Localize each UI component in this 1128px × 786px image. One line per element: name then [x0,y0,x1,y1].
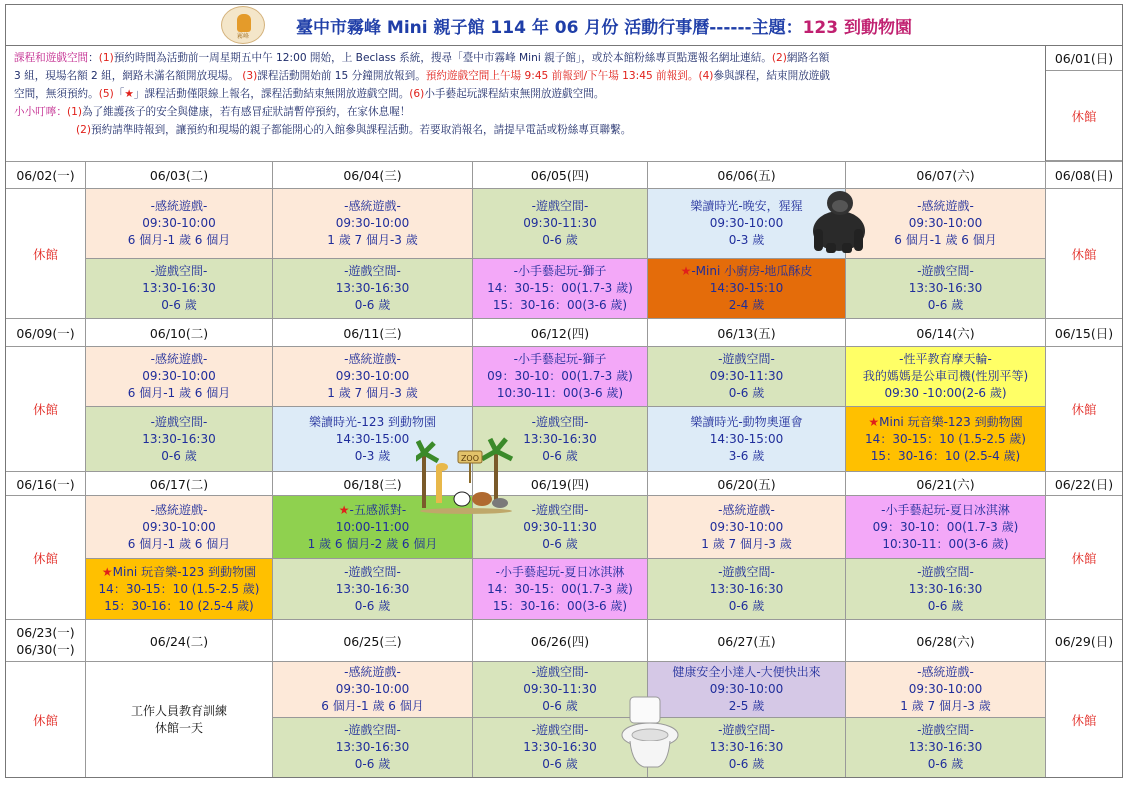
event-0618-pm[interactable]: -遊戲空間- 13:30-16:30 0-6 歲 [273,559,473,620]
event-0603-pm[interactable]: -遊戲空間- 13:30-16:30 0-6 歲 [86,259,273,319]
event-0612-pm[interactable]: -遊戲空間- 13:30-16:30 0-6 歲 [473,407,648,472]
date-0618: 06/18(三) [273,472,473,496]
date-0620: 06/20(五) [648,472,846,496]
event-0627-pm[interactable]: -遊戲空間- 13:30-16:30 0-6 歲 [648,718,846,777]
date-0628: 06/28(六) [846,620,1046,662]
toilet-illustration-icon [618,695,684,771]
event-0628-am[interactable]: -感統遊戲- 09:30-10:00 1 歲 7 個月-3 歲 [846,662,1046,718]
event-0603-am[interactable]: -感統遊戲- 09:30-10:00 6 個月-1 歲 6 個月 [86,189,273,259]
event-0627-am[interactable]: 健康安全小達人-大便快出來 09:30-10:00 2-5 歲 [648,662,846,718]
event-0606-am[interactable]: 樂讀時光-晚安，猩猩 09:30-10:00 0-3 歲 [648,189,846,259]
event-0624-staff-training[interactable]: 工作人員教育訓練 休館一天 [86,662,273,777]
event-0613-am[interactable]: -遊戲空間- 09:30-11:30 0-6 歲 [648,347,846,407]
date-0627: 06/27(五) [648,620,846,662]
date-0602: 06/02(一) [6,162,86,189]
notes-line-1: 課程和遊戲空間：(1)預約時間為活動前一周星期五中午 12:00 開始，上 Beclass 系統，搜尋「臺中市霧峰 Mini 親子館」，或於本館粉絲專頁點選報名網址連結。(2)網路名額 [14,52,830,64]
header [6,5,1122,46]
event-0607-am[interactable]: -感統遊戲- 09:30-10:00 6 個月-1 歲 6 個月 [846,189,1046,259]
closed-0623: 休館 [6,662,86,777]
notes-line-4: 小小叮嚀：(1)為了維護孩子的安全與健康，若有感冒症狀請暫停預約，在家休息喔！ [14,106,411,118]
date-0615: 06/15(日) [1046,319,1122,347]
event-0604-am[interactable]: -感統遊戲- 09:30-10:00 1 歲 7 個月-3 歲 [273,189,473,259]
closed-0601: 休館 [1046,71,1122,161]
date-0604: 06/04(三) [273,162,473,189]
logo-mascot-icon [221,6,265,44]
date-0624: 06/24(二) [86,620,273,662]
event-0628-pm[interactable]: -遊戲空間- 13:30-16:30 0-6 歲 [846,718,1046,777]
event-0612-am[interactable]: -小手藝起玩-獅子 09：30-10：00(1.7-3 歲) 10:30-11：00(3-6 歲) [473,347,648,407]
event-0614-pm[interactable]: ★Mini 玩音樂-123 到動物園 14：30-15：10 (1.5-2.5 歲) 15：30-16：10 (2.5-4 歲) [846,407,1046,472]
date-0614: 06/14(六) [846,319,1046,347]
event-0605-am[interactable]: -遊戲空間- 09:30-11:30 0-6 歲 [473,189,648,259]
date-0629: 06/29(日) [1046,620,1122,662]
notes-line-2: 3 組，現場名額 2 組，網路未滿名額開放現場。 (3)課程活動開始前 15 分鐘開放報到。預約遊戲空間上午場 9:45 前報到/下午場 13:45 前報到。(4)參與課程，結束開放遊戲 [14,70,830,82]
event-0619-pm[interactable]: -小手藝起玩-夏日冰淇淋 14：30-15：00(1.7-3 歲) 15：30-16：00(3-6 歲) [473,559,648,620]
event-0621-am[interactable]: -小手藝起玩-夏日冰淇淋 09：30-10：00(1.7-3 歲) 10:30-11：00(3-6 歲) [846,496,1046,559]
title-theme: 123 到動物園 [802,18,912,38]
event-0610-pm[interactable]: -遊戲空間- 13:30-16:30 0-6 歲 [86,407,273,472]
date-0613: 06/13(五) [648,319,846,347]
title-main: 臺中市霧峰 Mini 親子館 114 年 06 月份 活動行事曆------主題： [296,18,803,38]
closed-0609: 休館 [6,347,86,472]
event-0610-am[interactable]: -感統遊戲- 09:30-10:00 6 個月-1 歲 6 個月 [86,347,273,407]
date-0612: 06/12(四) [473,319,648,347]
event-0611-am[interactable]: -感統遊戲- 09:30-10:00 1 歲 7 個月-3 歲 [273,347,473,407]
date-0622: 06/22(日) [1046,472,1122,496]
event-0604-pm[interactable]: -遊戲空間- 13:30-16:30 0-6 歲 [273,259,473,319]
closed-0615: 休館 [1046,347,1122,472]
event-0625-pm[interactable]: -遊戲空間- 13:30-16:30 0-6 歲 [273,718,473,777]
closed-0616: 休館 [6,496,86,620]
event-0625-am[interactable]: -感統遊戲- 09:30-10:00 6 個月-1 歲 6 個月 [273,662,473,718]
event-0617-am[interactable]: -感統遊戲- 09:30-10:00 6 個月-1 歲 6 個月 [86,496,273,559]
date-0603: 06/03(二) [86,162,273,189]
closed-0629: 休館 [1071,712,1097,728]
date-0609: 06/09(一) [6,319,86,347]
zoo-sign-text: ZOO [460,454,480,463]
date-0611: 06/11(三) [273,319,473,347]
event-0605-pm[interactable]: -小手藝起玩-獅子 14：30-15：00(1.7-3 歲) 15：30-16：00(3-6 歲) [473,259,648,319]
event-0620-am[interactable]: -感統遊戲- 09:30-10:00 1 歲 7 個月-3 歲 [648,496,846,559]
closed-0622: 休館 [1046,496,1122,620]
logo-text: 霧峰 [236,33,249,40]
page-title [296,13,912,38]
event-0626-pm[interactable]: -遊戲空間- 13:30-16:30 0-6 歲 [473,718,648,777]
date-0606: 06/06(五) [648,162,846,189]
date-0619: 06/19(四) [473,472,648,496]
date-0607: 06/07(六) [846,162,1046,189]
date-0616: 06/16(一) [6,472,86,496]
zoo-animals-illustration-icon [416,433,516,515]
event-0617-pm[interactable]: ★Mini 玩音樂-123 到動物園 14：30-15：10 (1.5-2.5 歲) 15：30-16：10 (2.5-4 歲) [86,559,273,620]
event-0614-am[interactable]: -性平教育摩天輪- 我的媽媽是公車司機(性別平等) 09:30 -10:00(2-6 歲) [846,347,1046,407]
event-0619-am[interactable]: -遊戲空間- 09:30-11:30 0-6 歲 [473,496,648,559]
event-0626-am[interactable]: -遊戲空間- 09:30-11:30 0-6 歲 [473,662,648,718]
event-0621-pm[interactable]: -遊戲空間- 13:30-16:30 0-6 歲 [846,559,1046,620]
date-0608: 06/08(日) [1046,162,1122,189]
closed-0602: 休館 [6,189,86,319]
date-0626: 06/26(四) [473,620,648,662]
date-0610: 06/10(二) [86,319,273,347]
date-0623-0630: 06/23(一) 06/30(一) [6,620,86,662]
gorilla-illustration-icon [806,185,872,255]
event-0613-pm[interactable]: 樂讀時光-動物奧運會 14:30-15:00 3-6 歲 [648,407,846,472]
event-0606-pm[interactable]: ★-Mini 小廚房-地瓜酥皮 14:30-15:10 2-4 歲 [648,259,846,319]
date-0601: 06/01(日) [1046,45,1122,71]
closed-0608: 休館 [1046,189,1122,319]
event-0611-pm[interactable]: 樂讀時光-123 到動物園 14:30-15:00 0-3 歲 [273,407,473,472]
event-0618-am[interactable]: ★-五感派對- 10:00-11:00 1 歲 6 個月-2 歲 6 個月 [273,496,473,559]
event-0620-pm[interactable]: -遊戲空間- 13:30-16:30 0-6 歲 [648,559,846,620]
date-0621: 06/21(六) [846,472,1046,496]
date-0625: 06/25(三) [273,620,473,662]
event-0607-pm[interactable]: -遊戲空間- 13:30-16:30 0-6 歲 [846,259,1046,319]
date-0617: 06/17(二) [86,472,273,496]
notes-line-5: (2)預約請準時報到，讓預約和現場的親子都能開心的入館參與課程活動。若要取消報名，請提早電話或粉絲專頁聯繫。 [76,124,632,136]
calendar-sheet [5,4,1123,778]
notes-panel [6,45,1046,161]
date-0605: 06/05(四) [473,162,648,189]
notes-line-3: 空間，無須預約。(5)「★」課程活動僅限線上報名，課程活動結束無開放遊戲空間。(6)小手藝起玩課程結束無開放遊戲空間。 [14,88,605,100]
